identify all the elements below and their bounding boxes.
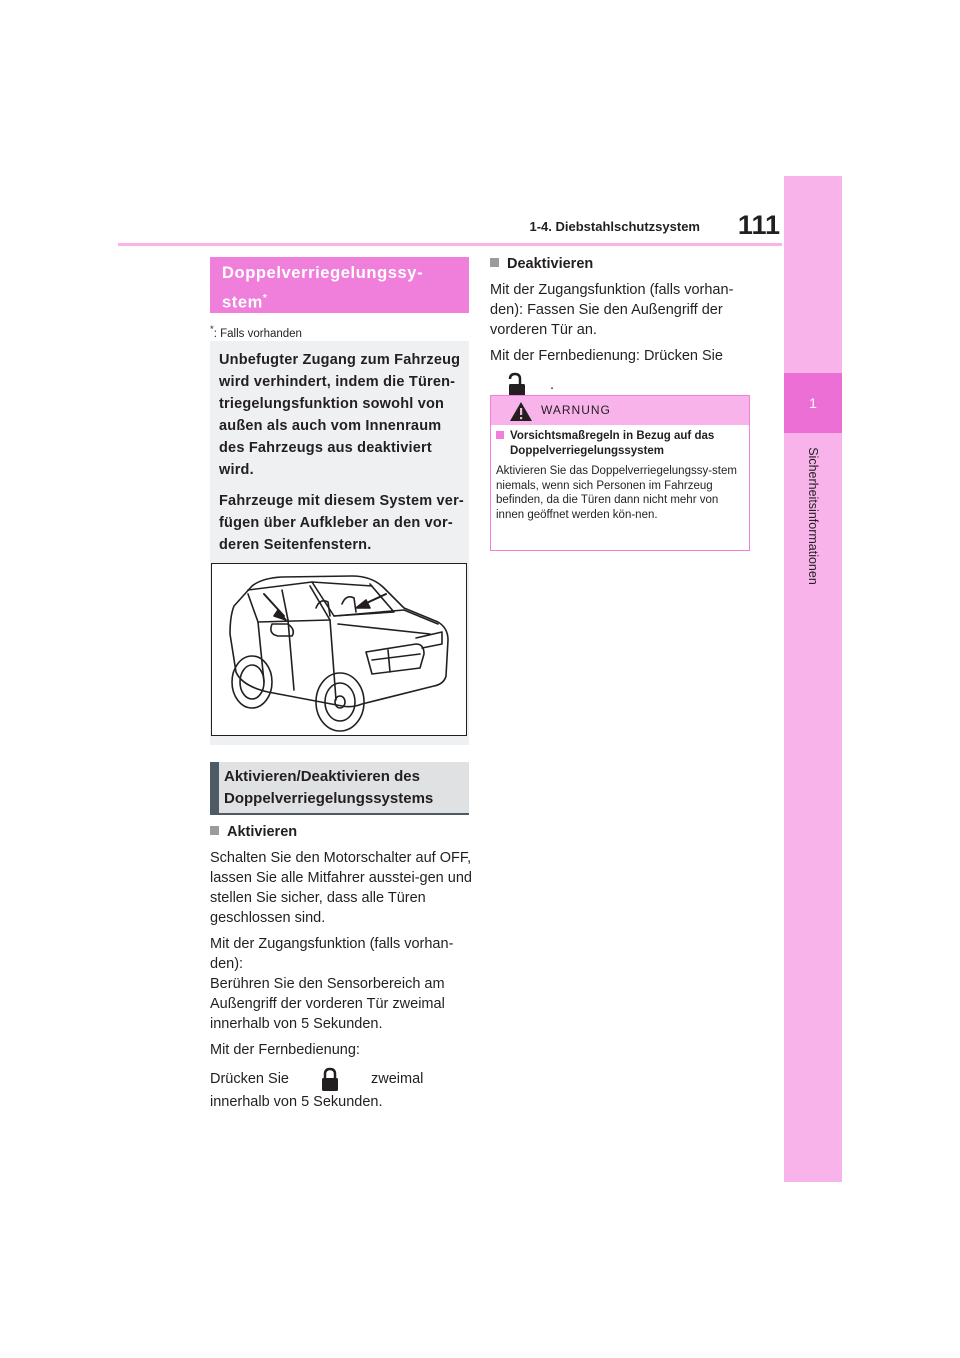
activate-heading xyxy=(210,822,472,842)
chapter-side-bar xyxy=(784,176,842,1182)
warning-subheading-text: Vorsichtsmaßregeln in Bezug auf das Doppelverriegelungssystem xyxy=(510,430,715,457)
activate-paragraph-2-line1: Mit der Zugangsfunktion (falls vorhan-den): xyxy=(210,936,454,972)
info-paragraph-2: Fahrzeuge mit diesem System ver-fügen über Aufkleber an den vor-deren Seitenfenstern. xyxy=(219,493,464,553)
info-paragraph-1: Unbefugter Zugang zum Fahrzeug wird verhindert, indem die Türen-triegelungsfunktion sowohl von außen als auch vom Innenraum des Fahrzeugs aus deaktiviert wird. xyxy=(219,352,461,478)
bullet-square-icon xyxy=(490,258,499,267)
warning-triangle-icon xyxy=(509,401,533,427)
activate-paragraph-1: Schalten Sie den Motorschalter auf OFF, lassen Sie alle Mitfahrer ausstei-gen und stellen Sie sicher, dass alle Türen geschlossen sind. xyxy=(210,850,472,926)
deactivate-heading xyxy=(490,254,752,274)
deactivate-period: . xyxy=(550,376,555,393)
footnote xyxy=(210,324,302,340)
page-number: 111 xyxy=(737,210,780,240)
bullet-square-icon xyxy=(210,826,219,835)
deactivate-heading-text: Deaktivieren xyxy=(507,256,594,272)
chapter-label xyxy=(798,440,828,592)
section-title: 1-4. Diebstahlschutzsystem xyxy=(529,219,700,234)
activate-paragraph-2 xyxy=(210,934,472,1034)
footnote-marker: * xyxy=(210,324,214,335)
lock-icon xyxy=(317,1066,343,1092)
chapter-number-tab[interactable]: 1 xyxy=(784,373,842,433)
deactivate-section xyxy=(490,254,752,404)
warning-body: Aktivieren Sie das Doppelverriegelungssy-stem niemals, wenn sich Personen im Fahrzeug befinden, da die Türen dann nicht mehr von innen geöffnet werden kön-nen. xyxy=(496,465,737,521)
activate-heading-text: Aktivieren xyxy=(227,824,298,840)
activate-paragraph-4 xyxy=(210,1066,472,1112)
activate-paragraph-3: Mit der Fernbedienung: xyxy=(210,1042,360,1058)
deactivate-paragraph-1: Mit der Zugangsfunktion (falls vorhan-den): Fassen Sie den Außengriff der vorderen Tür an. xyxy=(490,282,734,338)
activate-section xyxy=(210,822,472,1118)
warning-subheading xyxy=(496,429,746,459)
warning-title: WARNUNG xyxy=(541,403,611,417)
info-text xyxy=(219,349,464,565)
heading-activate-deactivate: Aktivieren/Deaktivieren des Doppelverriegelungssystems xyxy=(210,762,469,815)
activate-paragraph-2-line2: Berühren Sie den Sensorbereich am Außengriff der vorderen Tür zweimal innerhalb von 5 Sekunden. xyxy=(210,976,445,1032)
warning-bullet-icon xyxy=(496,431,504,439)
car-illustration xyxy=(211,563,467,736)
heading-double-lock-text: Doppelverriegelungssy-stem xyxy=(222,264,424,312)
activate-press-text: Drücken Sie xyxy=(210,1070,289,1087)
activate-twice-text: zweimal innerhalb von 5 Sekunden. xyxy=(210,1070,424,1110)
heading-double-lock-system xyxy=(210,257,469,313)
chapter-label-text: Sicherheitsinformationen xyxy=(806,447,820,585)
heading-asterisk: * xyxy=(262,293,268,304)
footnote-text: : Falls vorhanden xyxy=(213,327,302,340)
deactivate-paragraph-2: Mit der Fernbedienung: Drücken Sie xyxy=(490,348,723,364)
header-rule xyxy=(118,243,782,246)
